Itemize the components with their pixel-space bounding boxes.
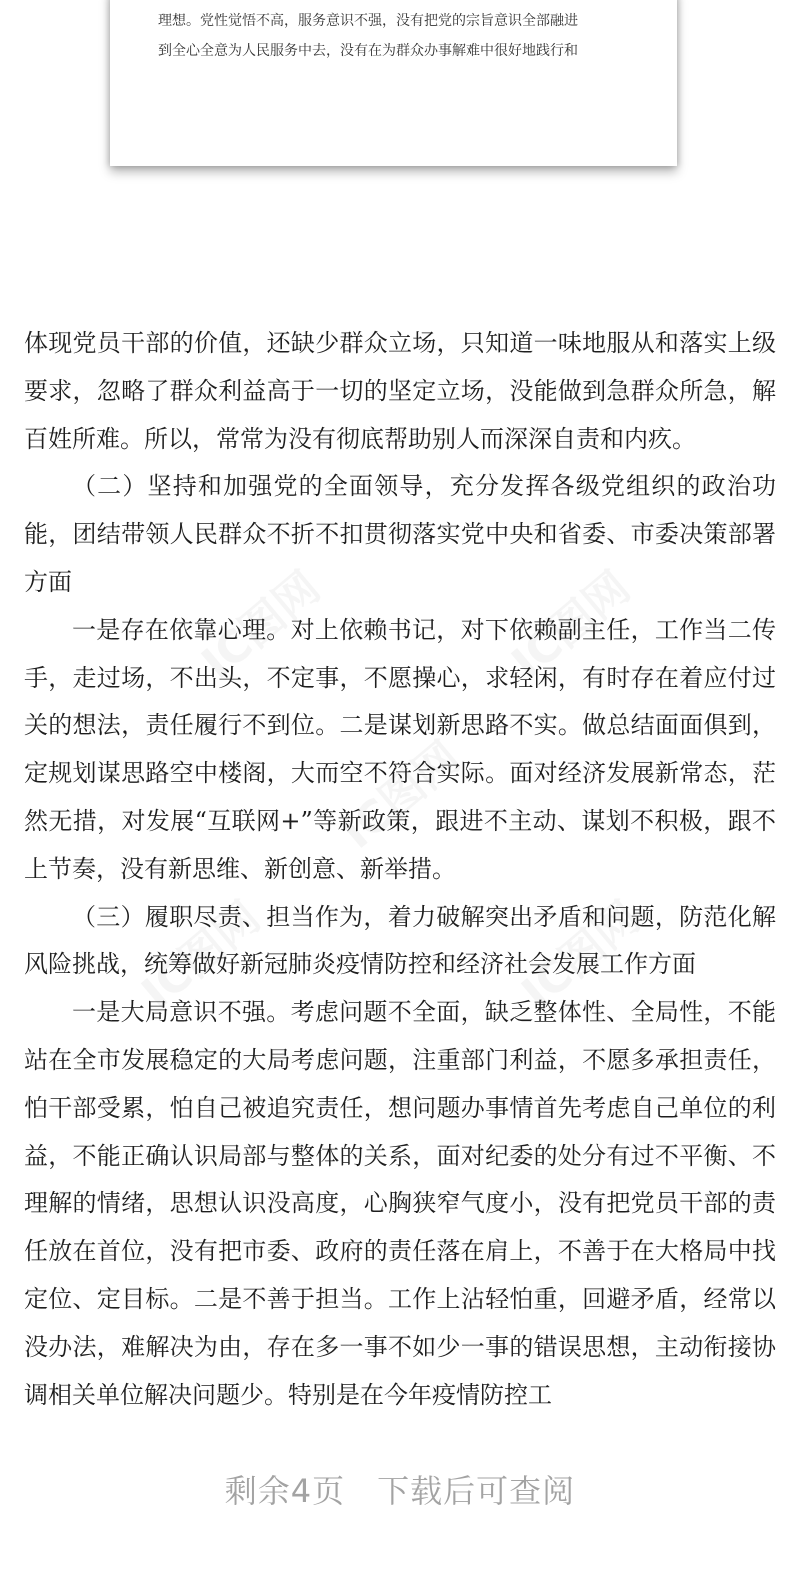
preview-line: 理想。党性觉悟不高，服务意识不强，没有把党的宗旨意识全部融进 bbox=[158, 13, 578, 29]
preview-line: 到全心全意为人民服务中去，没有在为群众办事解难中很好地践行和 bbox=[158, 43, 578, 59]
paragraph: 一是大局意识不强。考虑问题不全面，缺乏整体性、全局性，不能站在全市发展稳定的大局考虑问题，注重部门利益，不愿多承担责任，怕干部受累，怕自己被追究责任，想问题办事情首先考虑自己单位的利益，不能正确认识局部与整体的关系，面对纪委的处分有过不平衡、不理解的情绪，思想认识没高度，心胸狭窄气度小，没有把党员干部的责任放在首位，没有把市委、政府的责任落在肩上，不善于在大格局中找定位、定目标。二是不善于担当。工作上沾轻怕重，回避矛盾，经常以没办法，难解决为由，存在多一事不如少一事的错误思想，主动衔接协调相关单位解决问题少。特别是在今年疫情防控工 bbox=[24, 998, 776, 1409]
download-hint-label: 下载后可查阅 bbox=[377, 1472, 576, 1510]
remaining-pages-label: 剩余4页 bbox=[224, 1472, 346, 1510]
section-heading: （三）履职尽责、担当作为，着力破解突出矛盾和问题，防范化解风险挑战，统筹做好新冠肺炎疫情防控和经济社会发展工作方面 bbox=[24, 902, 776, 979]
paragraph: 一是存在依靠心理。对上依赖书记，对下依赖副主任，工作当二传手，走过场，不出头，不定事，不愿操心，求轻闲，有时存在着应付过关的想法，责任履行不到位。二是谋划新思路不实。做总结面面俱到，定规划谋思路空中楼阁，大而空不符合实际。面对经济发展新常态，茫然无措，对发展“互联网+”等新政策，跟进不主动、谋划不积极，跟不上节奏，没有新思维、新创意、新举措。 bbox=[24, 615, 776, 883]
watermark: IC图网 bbox=[332, 731, 470, 859]
watermark: IC图网 bbox=[132, 891, 270, 1019]
preview-card bbox=[110, 0, 677, 166]
paragraph: 体现党员干部的价值，还缺少群众立场，只知道一味地服从和落实上级要求，忽略了群众利益高于一切的坚定立场，没能做到急群众所急，解百姓所难。所以，常常为没有彻底帮助别人而深深自责和内疚。 bbox=[24, 329, 776, 453]
section-heading: （二）坚持和加强党的全面领导，充分发挥各级党组织的政治功能，团结带领人民群众不折不扣贯彻落实党中央和省委、市委决策部署方面 bbox=[24, 472, 776, 596]
watermark: IC图网 bbox=[512, 891, 650, 1019]
watermark: IC图网 bbox=[502, 561, 640, 689]
document-body bbox=[24, 320, 776, 1419]
download-prompt[interactable] bbox=[0, 1466, 800, 1512]
watermark: IC图网 bbox=[192, 561, 330, 689]
